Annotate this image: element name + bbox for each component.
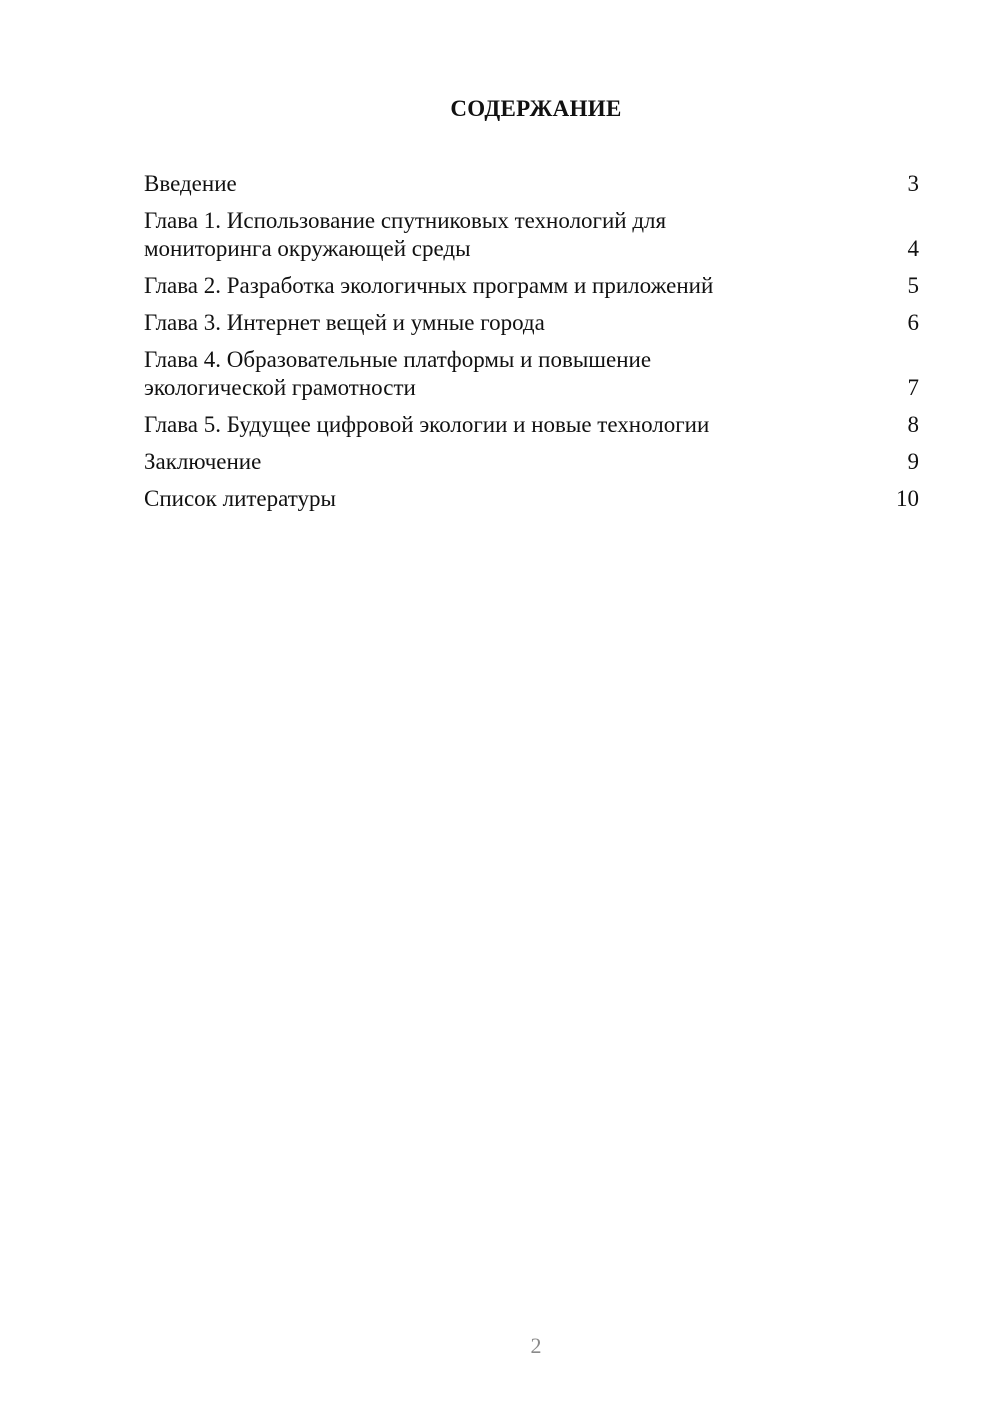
toc-entry-label: Глава 4. Образовательные платформы и повышение экологической грамотности [144,347,652,400]
toc-entry-chapter-2 [144,272,919,300]
toc-entry-page-number: 6 [907,310,919,335]
toc-entry-page-number: 5 [907,273,919,298]
toc-entry-page-number: 8 [907,412,919,437]
toc-entry-references [144,485,919,513]
toc-entry-chapter-3 [144,309,919,337]
toc-entry-conclusion [144,448,919,476]
toc-entry-page-number: 10 [896,486,919,511]
toc-entry-label: Глава 1. Использование спутниковых технологий для мониторинга окружающей среды [144,208,667,261]
toc-entry-chapter-4 [144,346,919,402]
page-number: 2 [530,1333,542,1358]
table-of-contents [144,170,919,522]
toc-entry-label: Список литературы [144,486,336,511]
page-title: СОДЕРЖАНИЕ [450,96,622,121]
toc-entry-introduction [144,170,919,198]
toc-entry-label: Заключение [144,449,262,474]
toc-entry-chapter-1 [144,207,919,263]
toc-entry-page-number: 7 [907,375,919,400]
toc-entry-chapter-5 [144,411,919,439]
toc-entry-label: Глава 3. Интернет вещей и умные города [144,310,545,335]
toc-entry-label: Глава 5. Будущее цифровой экологии и новые технологии [144,412,710,437]
toc-entry-page-number: 9 [907,449,919,474]
toc-entry-label: Глава 2. Разработка экологичных программ и приложений [144,273,714,298]
toc-entry-label: Введение [144,171,237,196]
toc-entry-page-number: 4 [907,236,919,261]
toc-entry-page-number: 3 [907,171,919,196]
